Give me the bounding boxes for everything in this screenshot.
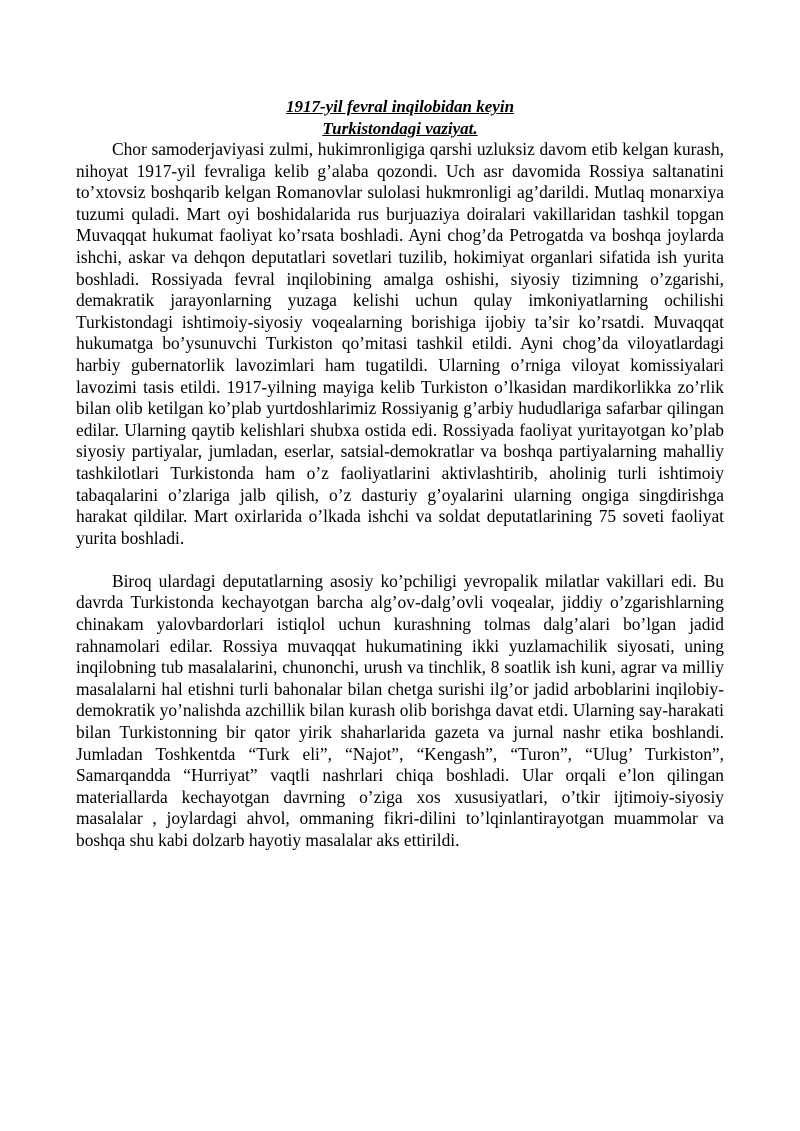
paragraph-2: Biroq ulardagi deputatlarning asosiy ko’pchiligi yevropalik milatlar vakillari edi. Bu davrda Turkistonda kechayotgan barcha alg’ov-dalg’ovli voqealar, jiddiy o’zgarishlarning chinakam yalovbardorlari istiqlol uchun kurashning tolmas dalg’alari bo’lgan jadid rahnamolari edilar. Rossiya muvaqqat hukumatining ikki yuzlamachilik siyosati, uning inqilobning tub masalalarini, chunonchi, urush va tinchlik, 8 soatlik ish kuni, agrar va milliy masalalarni hal etishni turli bahonalar bilan chetga surishi ilg’or jadid arboblarini inqilobiy-demokratik yo’nalishda azchillik bilan kurash olib borishga davat etdi. Ularning say-harakati bilan Turkistonning bir qator yirik shaharlarida gazeta va jurnal nashr etika boshlandi. Jumladan Toshkentda “Turk eli”, “Najot”, “Kengash”, “Turon”, “Ulug’ Turkiston”, Samarqandda “Hurriyat” vaqtli nashrlari chiqa boshladi. Ular orqali e’lon qilingan materiallarda kechayotgan davrning o’ziga xos xususiyatlari, o’tkir ijtimoiy-siyosiy masalalar , joylardagi ahvol, ommaning fikri-dilini to’lqinlantirayotgan muammolar va boshqa shu kabi dolzarb hayotiy masalalar aks ettirildi.	[76, 570, 724, 850]
paragraph-1: Chor samoderjaviyasi zulmi, hukimronligiga qarshi uzluksiz davom etib kelgan kurash, nihoyat 1917-yil fevraliga kelib g’alaba qozondi. Uch asr davomida Rossiya saltanatini to’xtovsiz boshqarib kelgan Romanovlar sulolasi hukmronligi ag’darildi. Mutlaq monarxiya tuzumi quladi. Mart oyi boshidalarida rus burjuaziya doiralari vakillaridan tashkil topgan Muvaqqat hukumat faoliyat ko’rsata boshladi. Ayni chog’da Petrogatda va boshqa joylarda ishchi, askar va dehqon deputatlari sovetlari tuzilib, hokimiyat organlari sifatida ish yurita boshladi. Rossiyada fevral inqilobining amalga oshishi, siyosiy tizimning o’zgarishi, demakratik jarayonlarning yuzaga kelishi uchun qulay imkoniyatlarning ochilishi Turkistondagi ishtimoiy-siyosiy voqealarning borishiga ijobiy ta’sir ko’rsatdi. Muvaqqat hukumatga bo’ysunuvchi Turkiston qo’mitasi tashkil etildi. Ayni chog’da viloyatlardagi harbiy gubernatorlik lavozimlari ham tugatildi. Ularning o’rniga viloyat komissiyalari lavozimi tasis etildi. 1917-yilning mayiga kelib Turkiston o’lkasidan mardikorlikka zo’rlik bilan olib ketilgan ko’plab yurtdoshlarimiz Rossiyanig g’arbiy hududlariga safarbar qilingan edilar. Ularning qaytib kelishlari shubxa ostida edi. Rossiyada faoliyat yuritayotgan ko’plab siyosiy partiyalar, jumladan, eserlar, satsial-demokratlar va boshqa partiyalarning mahalliy tashkilotlari Turkistonda ham o’z faoliyatlarini aktivlashtirib, aholinig turli ishtimoiy tabaqalarini o’zlariga jalb qilish, o’z dasturiy g’oyalarini ularning ongiga singdirishga harakat qildilar. Mart oxirlarida o’lkada ishchi va soldat deputatlarining 75 soveti faoliyat yurita boshladi.	[76, 139, 724, 548]
document-page	[76, 96, 724, 852]
title-line-2: Turkistondagi vaziyat.	[322, 118, 478, 138]
title-line-1: 1917-yil fevral inqilobidan keyin	[285, 97, 515, 116]
document-title	[76, 96, 724, 139]
paragraph-gap	[76, 549, 724, 571]
